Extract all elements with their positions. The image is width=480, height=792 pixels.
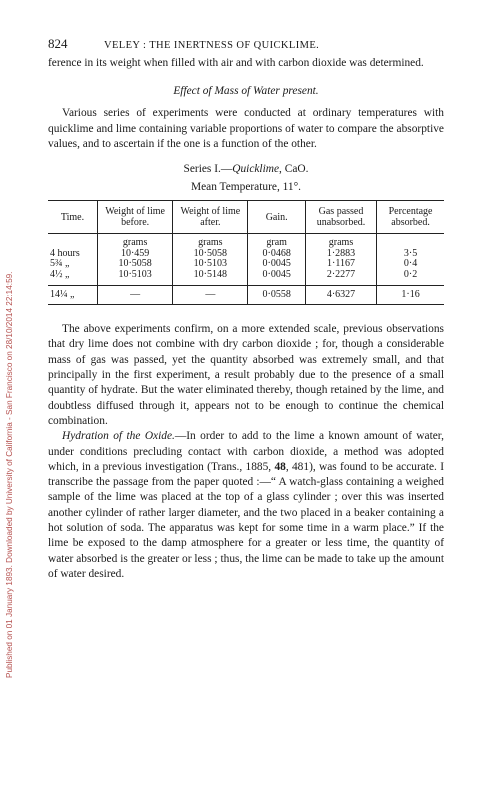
download-watermark — [2, 10, 16, 690]
table-cell: 0·0045 — [248, 270, 305, 285]
unit-cell — [48, 234, 98, 249]
unit-cell: gram — [248, 234, 305, 249]
time-cell: 4½ „ — [50, 268, 70, 280]
col-header-time: Time. — [48, 201, 98, 234]
table-row — [48, 249, 444, 260]
hydration-text-1: —In order to add to the lime a known amount of water, under conditions precluding contact with carbon dioxide, a method was adopted which, in a previous investigation (Trans., 1885, — [48, 430, 444, 473]
table-cell: 2·2277 — [305, 270, 376, 285]
table-cell: 10·5058 — [173, 249, 248, 260]
table-cell: 10·459 — [98, 249, 173, 260]
total-cell: — — [173, 285, 248, 305]
table-cell: 0·0045 — [248, 259, 305, 270]
series-name: Quicklime — [232, 163, 280, 176]
table-cell: 0·2 — [377, 270, 444, 285]
table-cell: 10·5148 — [173, 270, 248, 285]
continued-paragraph: ference in its weight when filled with air and with carbon dioxide was determined. — [48, 57, 424, 69]
table-header — [48, 201, 444, 234]
page — [48, 36, 444, 582]
unit-cell: grams — [173, 234, 248, 249]
table-cell: 1·1167 — [305, 259, 376, 270]
series-suffix: , CaO. — [279, 163, 309, 176]
units-row — [48, 234, 444, 249]
hydration-paragraph — [48, 429, 444, 582]
series-title — [48, 163, 444, 175]
download-watermark-text: Published on 01 January 1893. Downloaded by University of California - San Francisco on 28/10/2014 22:14:59. — [5, 271, 14, 678]
mean-temperature: Mean Temperature, 11°. — [190, 181, 302, 194]
series-prefix: Series I.— — [183, 163, 233, 176]
unit-cell: grams — [98, 234, 173, 249]
hydration-text-2: , 481), was found to be accurate. I transcribe the passage from the paper quoted :—“ A watch-glass containing a weighed sample of the lime was placed at the top of a glass cylinder ; over this was inserted another cylinder of rather larger diameter, and the two placed in a beaker containing a hot solution of soda. The apparatus was kept for some time in a warm place.” If the lime be exposed to the damp atmosphere for a greater or less time, the quantity of water absorbed is the greater or less ; thus, the lime can be made to take up the amount of water desired. — [48, 460, 444, 580]
table-row — [48, 259, 444, 270]
intro-paragraph: Various series of experiments were conducted at ordinary temperatures with quicklime and lime containing variable proportions of water to compare the absorptive values, and to ascertain if the one is a function of the other. — [48, 107, 444, 150]
table-cell: 0·0468 — [248, 249, 305, 260]
time-cell: 5¾ „ — [50, 258, 70, 270]
table-header-row — [48, 201, 444, 234]
total-time-cell: 14¼ „ — [48, 285, 98, 305]
time-cell: 4 hours — [50, 247, 80, 259]
unit-cell — [377, 234, 444, 249]
col-header-weight-before: Weight of lime before. — [98, 201, 173, 234]
results-table — [48, 200, 444, 305]
table-cell: 3·5 — [377, 249, 444, 260]
table-cell: 1·2883 — [305, 249, 376, 260]
observations-paragraph: The above experiments confirm, on a more extended scale, previous observations that dry lime does not combine with dry carbon dioxide ; for, though a considerable mass of gas was passed, yet the quantity absorbed was extremely small, and that principally in the first experiment, a result probably due to the presence of a small quantity of hydrate. But the water eliminated thereby, though retained by the lime, and doubtless diffused through it, appears not to be enough to continue the chemical combination. — [48, 323, 444, 427]
volume-number: 48 — [274, 460, 286, 473]
section-title: Effect of Mass of Water present. — [173, 85, 319, 98]
hydration-title: Hydration of the Oxide. — [62, 430, 175, 443]
page-header — [48, 36, 444, 52]
page-number: 824 — [48, 36, 68, 51]
total-cell: 0·0558 — [248, 285, 305, 305]
table-totals — [48, 285, 444, 305]
table-row — [48, 270, 444, 285]
total-row — [48, 285, 444, 305]
total-cell: 1·16 — [377, 285, 444, 305]
total-cell: 4·6327 — [305, 285, 376, 305]
col-header-percentage: Percentage absorbed. — [377, 201, 444, 234]
col-header-gas-passed: Gas passed unabsorbed. — [305, 201, 376, 234]
col-header-gain: Gain. — [248, 201, 305, 234]
unit-cell: grams — [305, 234, 376, 249]
total-cell: — — [98, 285, 173, 305]
table-cell: 10·5058 — [98, 259, 173, 270]
table-body — [48, 234, 444, 285]
running-head: VELEY : THE INERTNESS OF QUICKLIME. — [104, 40, 320, 51]
table-cell: 0·4 — [377, 259, 444, 270]
table-cell: 10·5103 — [173, 259, 248, 270]
col-header-weight-after: Weight of lime after. — [173, 201, 248, 234]
table-cell: 10·5103 — [98, 270, 173, 285]
